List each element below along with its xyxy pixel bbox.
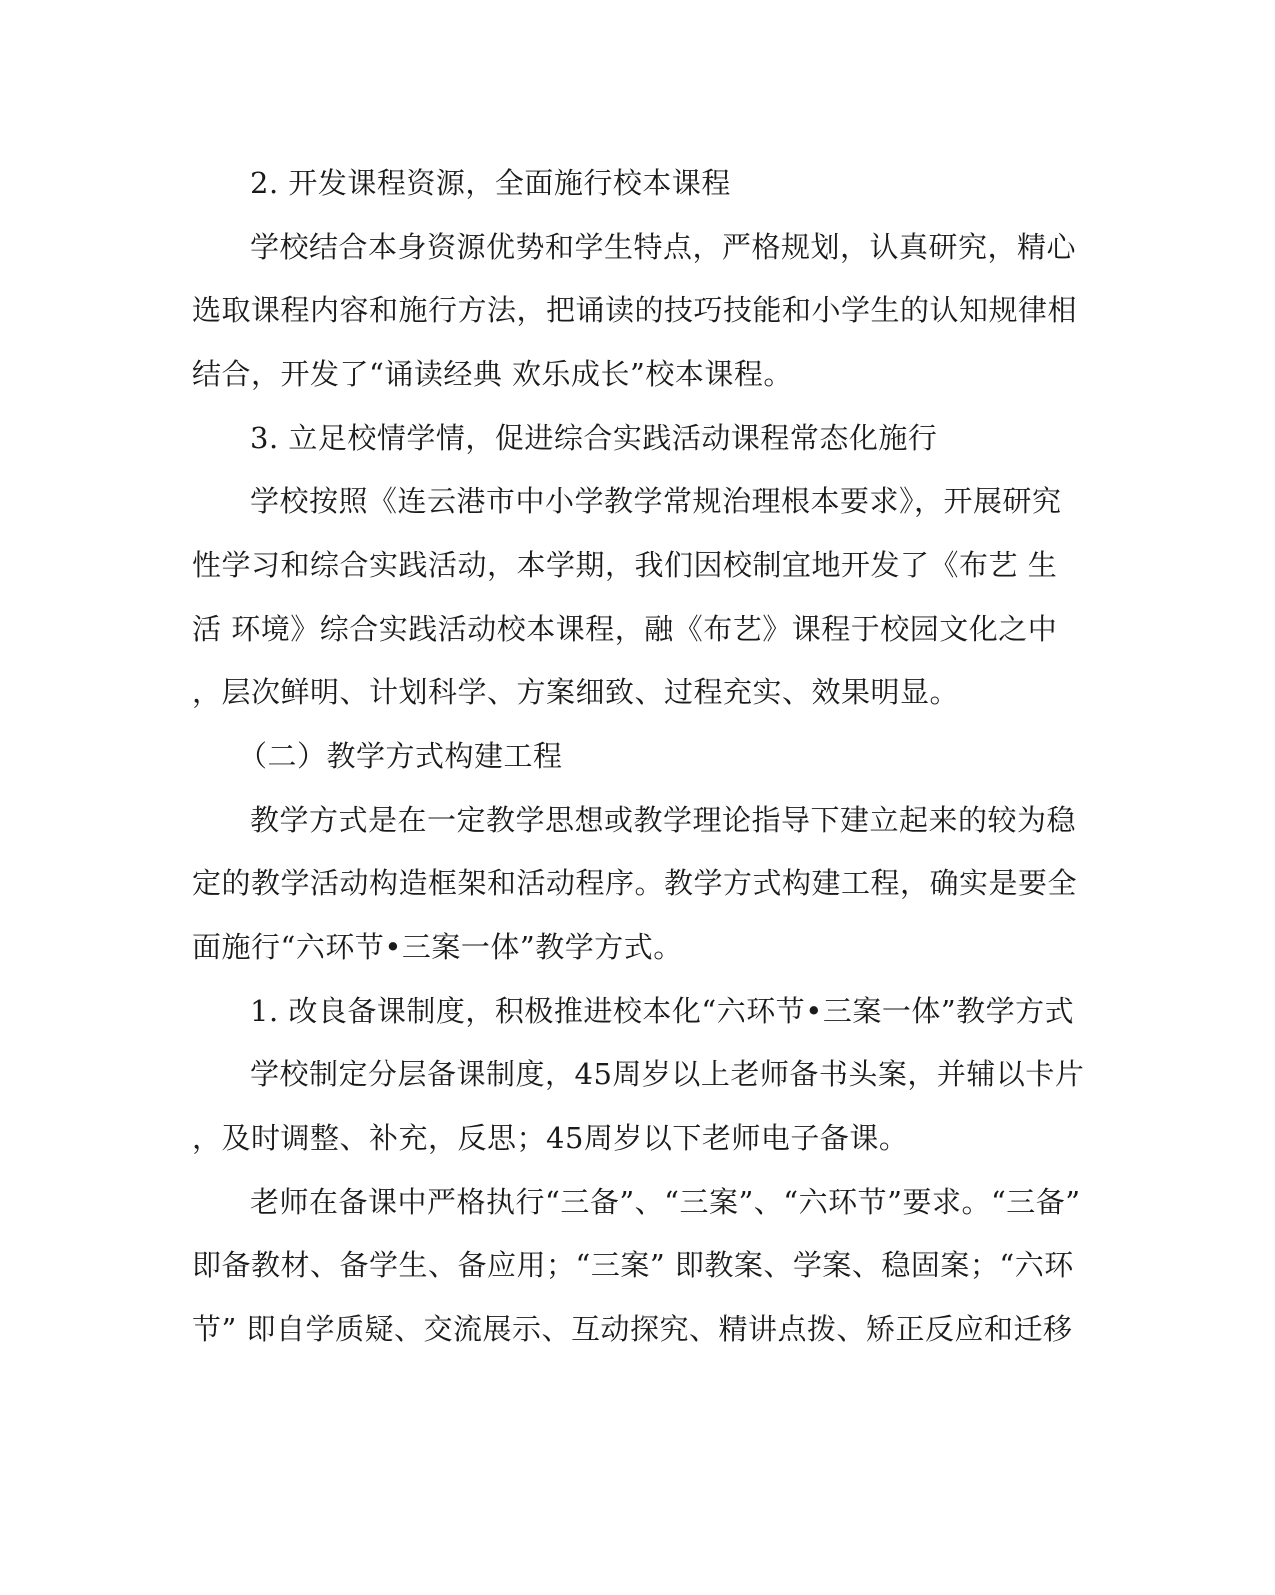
section-heading-2: 2. 开发课程资源，全面施行校本课程	[250, 166, 731, 200]
section-heading-3: 3. 立足校情学情，促进综合实践活动课程常态化施行	[250, 421, 938, 455]
paragraph-line: 定的教学活动构造框架和活动程序。教学方式构建工程，确实是要全	[192, 866, 1078, 900]
paragraph-line: 面施行“六环节•三案一体”教学方式。	[192, 930, 683, 964]
paragraph-line: 结合，开发了“诵读经典 欢乐成长”校本课程。	[192, 357, 793, 391]
paragraph-line: 活 环境》综合实践活动校本课程，融《布艺》课程于校园文化之中	[192, 612, 1058, 646]
paragraph-line: 老师在备课中严格执行“三备”、“三案”、“六环节”要求。“三备”	[250, 1185, 1081, 1219]
paragraph-line: 节” 即自学质疑、交流展示、互动探究、精讲点拨、矫正反应和迁移	[192, 1312, 1073, 1346]
paragraph-line: 教学方式是在一定教学思想或教学理论指导下建立起来的较为稳	[250, 803, 1077, 837]
paragraph-line: 性学习和综合实践活动，本学期，我们因校制宜地开发了《布艺 生	[192, 548, 1058, 582]
section-heading-part-2: （二）教学方式构建工程	[238, 739, 563, 773]
paragraph-line: 学校制定分层备课制度，45周岁以上老师备书头案，并辅以卡片	[250, 1057, 1085, 1091]
paragraph-line: 即备教材、备学生、备应用；“三案” 即教案、学案、稳固案；“六环	[192, 1248, 1074, 1282]
paragraph-line: ，层次鲜明、计划科学、方案细致、过程充实、效果明显。	[192, 675, 960, 709]
paragraph-line: 学校按照《连云港市中小学教学常规治理根本要求》，开展研究	[250, 484, 1062, 518]
paragraph-line: 选取课程内容和施行方法，把诵读的技巧技能和小学生的认知规律相	[192, 293, 1078, 327]
section-heading-1: 1. 改良备课制度，积极推进校本化“六环节•三案一体”教学方式	[250, 994, 1075, 1028]
paragraph-line: 学校结合本身资源优势和学生特点，严格规划，认真研究，精心	[250, 230, 1077, 264]
paragraph-line: ，及时调整、补充，反思；45周岁以下老师电子备课。	[192, 1121, 909, 1155]
